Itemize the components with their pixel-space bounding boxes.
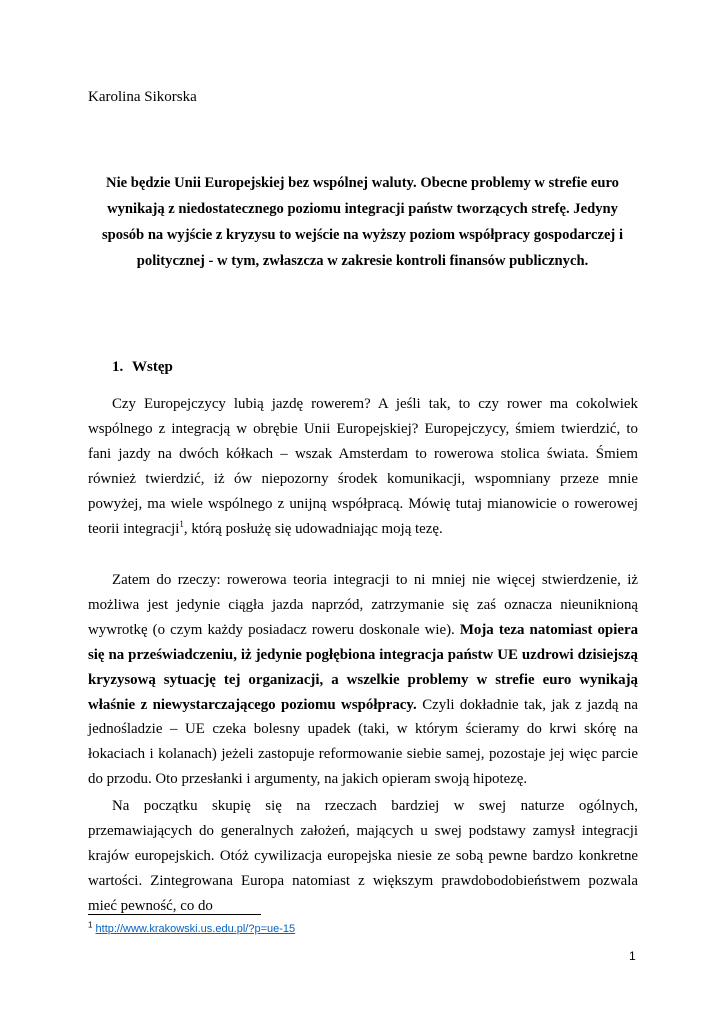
footnote-link[interactable]: http://www.krakowski.us.edu.pl/?p=ue-15 xyxy=(95,923,296,935)
paragraph-1-text-end: , którą posłużę się udowadniając moją tezę. xyxy=(183,520,443,537)
author-name: Karolina Sikorska xyxy=(88,89,197,105)
thesis-statement: Moja teza natomiast opiera się na przeświadczeniu, iż jedynie pogłębiona integracja państw UE uzdrowi dzisiejszą kryzysową sytuację tej organizacji, a wszelkie problemy w strefie euro wynikają właśnie z niewystarczającego poziomu współpracy. xyxy=(88,621,639,713)
footnote xyxy=(88,921,295,937)
footnote-separator xyxy=(88,914,261,915)
paragraph-2-text: Zatem do rzeczy: rowerowa teoria integracji to ni mniej nie więcej stwierdzenie, iż możliwa jest jedynie ciągła jazda naprzód, zatrzymanie się zaś oznacza nieuniknioną wywrotkę (o czym każdy posiadacz roweru doskonale wie). xyxy=(88,572,638,638)
paragraph-2 xyxy=(88,568,638,792)
paragraph-1-text: Czy Europejczycy lubią jazdę rowerem? A jeśli tak, to czy rower ma cokolwiek wspólnego z integracją w obrębie Unii Europejskiej? Europejczycy, śmiem twierdzić, to fani jazdy na dwóch kółkach – wszak Amsterdam to rowerowa stolica świata. Śmiem również twierdzić, iż ów niepozorny środek komunikacji, wspomniany przeze mnie powyżej, ma wiele wspólnego z unijną współpracą. Mówię tutaj mianowicie o rowerowej teorii integracji xyxy=(88,396,638,537)
footnote-number: 1 xyxy=(88,920,93,930)
section-heading xyxy=(112,357,173,377)
paragraph-2-text-end: Czyli dokładnie tak, jak z jazdą na jednośladzie – UE czeka bolesny upadek (taki, w którym ścieramy do krwi skórę na łokaciach i kolanach) jeżeli zastopuje reformowanie siebie samej, pozostaje jej więc parcie do przodu. Oto przesłanki i argumenty, na jakich opieram swoją hipotezę. xyxy=(88,696,638,788)
footnote-reference: 1 xyxy=(179,518,184,529)
paragraph-1 xyxy=(88,392,638,541)
section-title: Wstęp xyxy=(132,359,173,375)
document-title: Nie będzie Unii Europejskiej bez wspólnej waluty. Obecne problemy w strefie euro wynikają z niedostatecznego poziomu integracji państw tworzących strefę. Jedyny sposób na wyjście z kryzysu to wejście na wyższy poziom współpracy gospodarczej i politycznej - w tym, zwłaszcza w zakresie kontroli finansów publicznych. xyxy=(101,175,623,269)
section-number: 1. xyxy=(112,359,124,375)
page-number: 1 xyxy=(629,949,636,963)
paragraph-3: Na początku skupię się na rzeczach bardziej w swej naturze ogólnych, przemawiających do generalnych założeń, mających u swej podstawy zamysł integracji krajów europejskich. Otóż cywilizacja europejska niesie ze sobą pewne bardzo konkretne wartości. Zintegrowana Europa natomiast z większym prawdobodobieństwem pozwala mieć pewność, co do xyxy=(88,798,638,914)
